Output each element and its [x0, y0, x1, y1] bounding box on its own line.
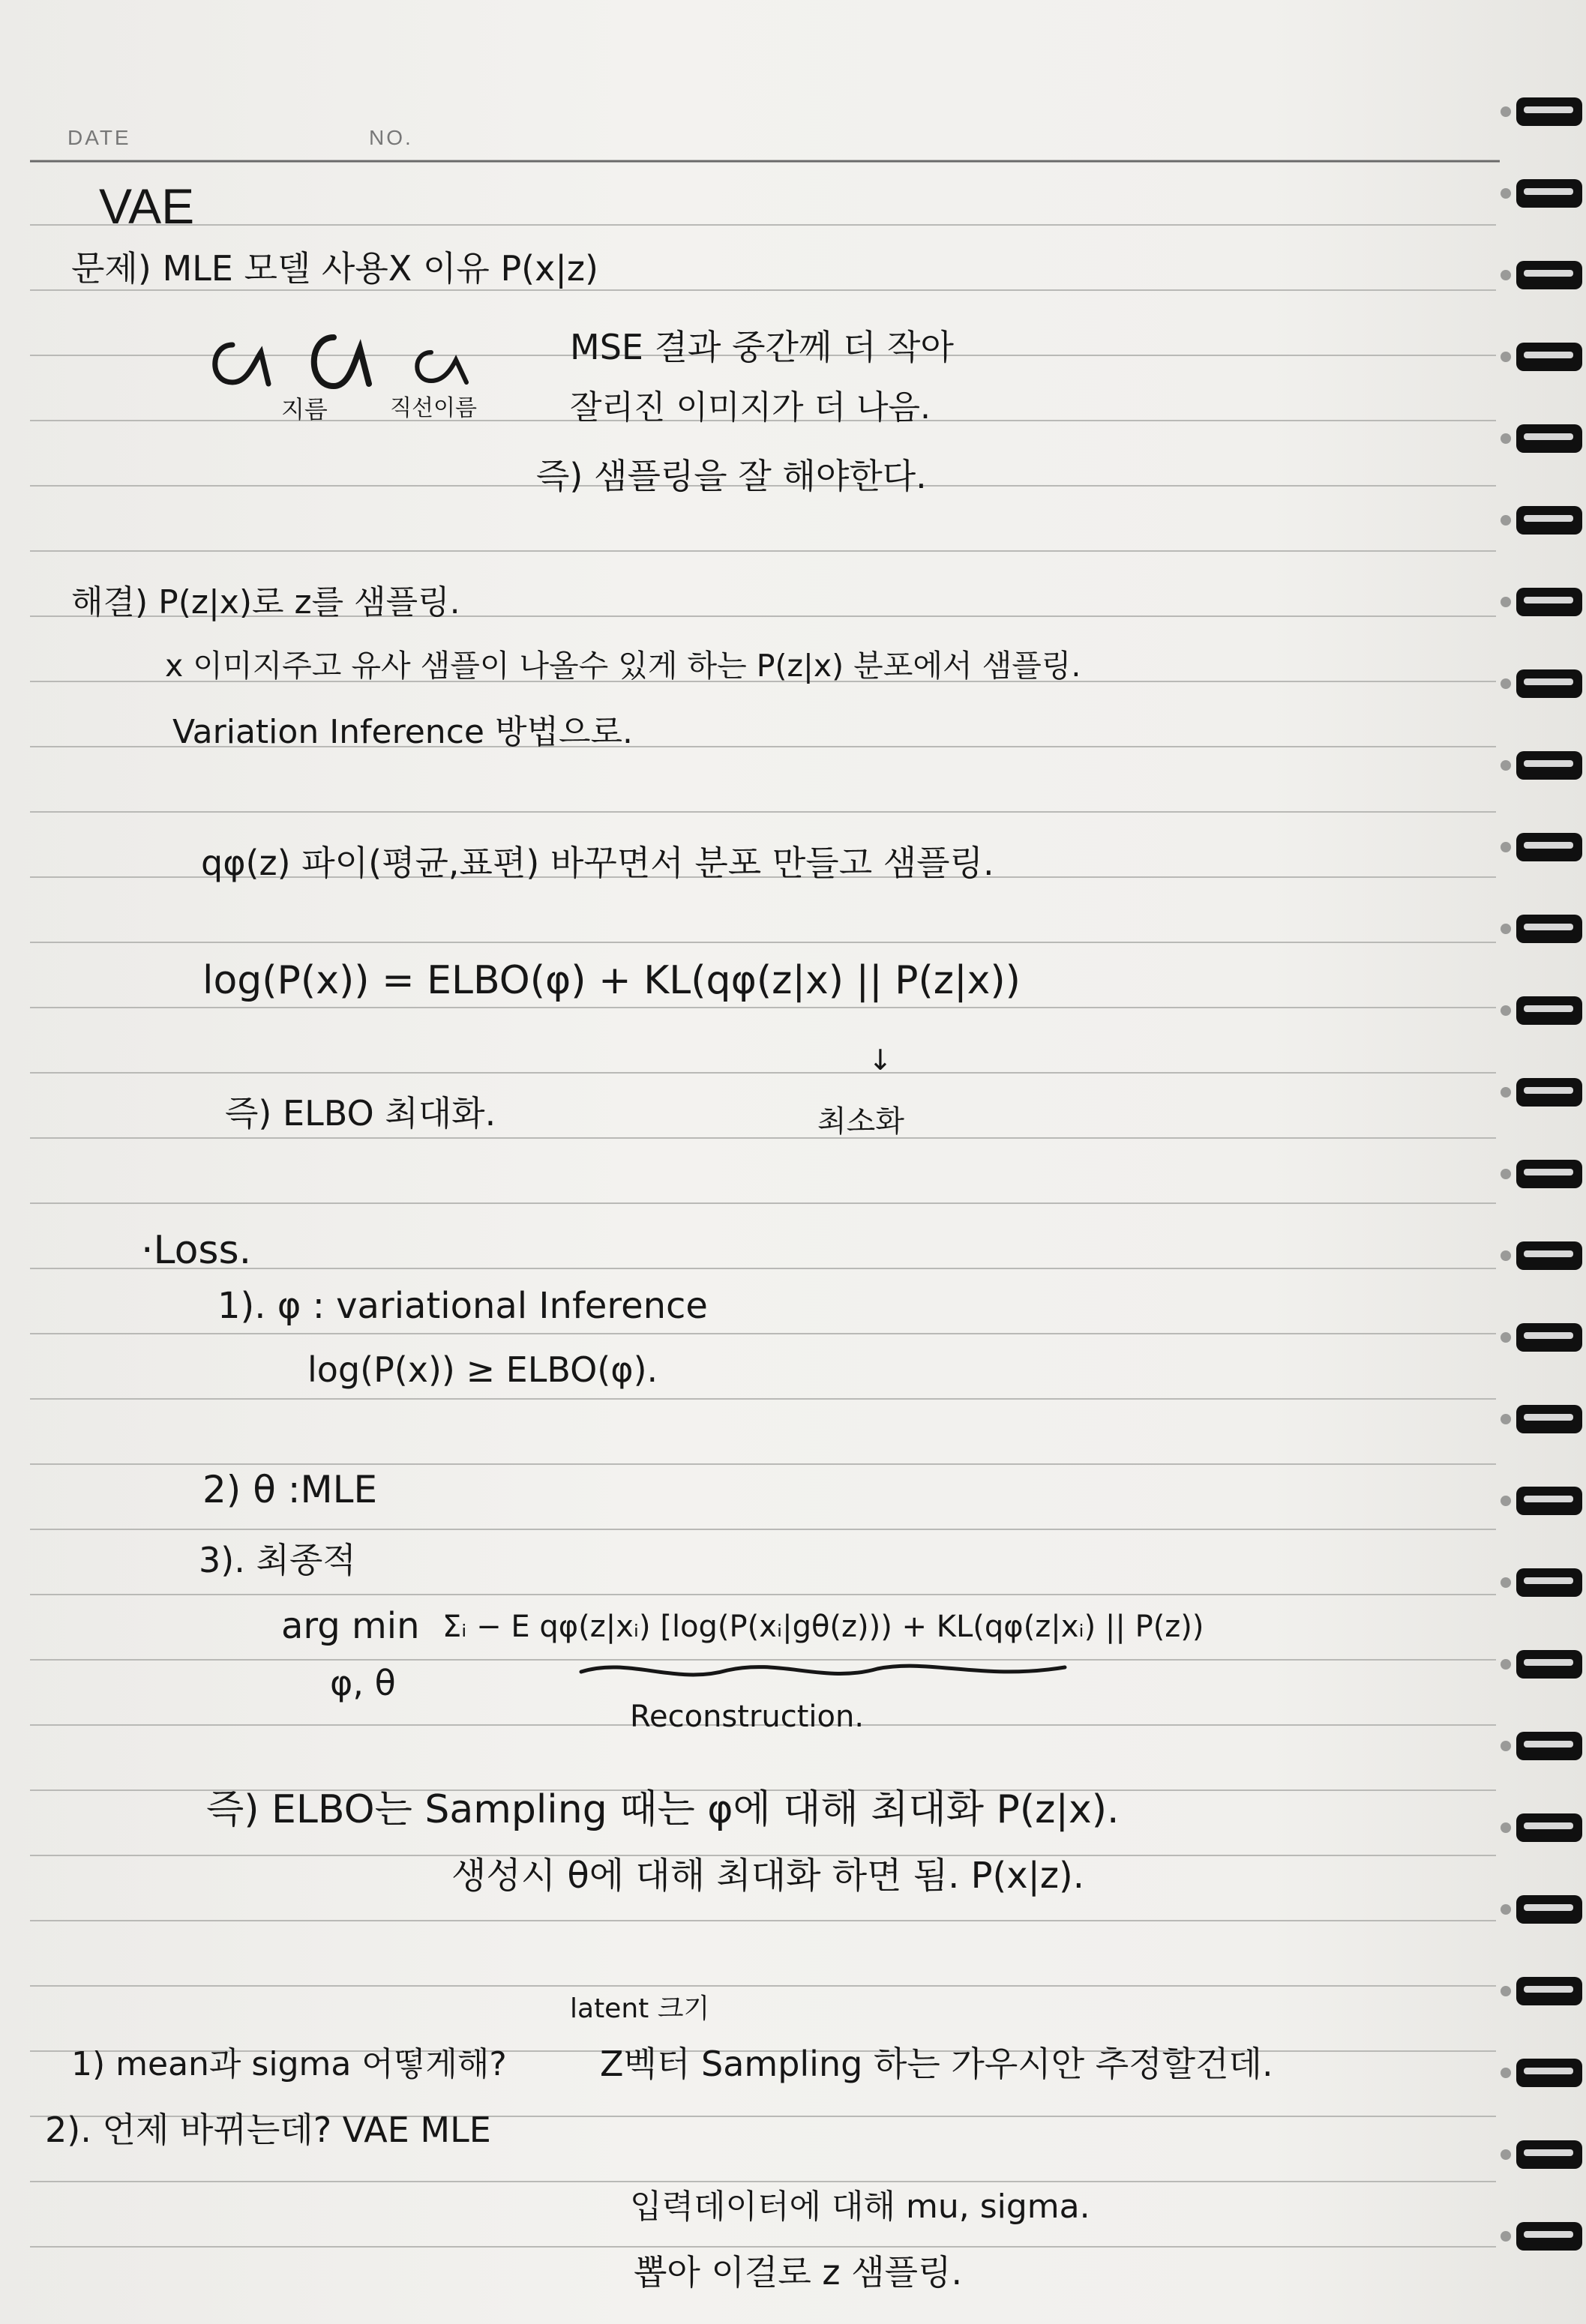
minimize-note: 최소화 — [817, 1104, 904, 1139]
problem-note-blurry: 잘리진 이미지가 더 나음. — [570, 388, 931, 427]
loss-item-1: 1). φ : variational Inference — [217, 1285, 708, 1327]
down-arrow: ↓ — [868, 1044, 892, 1077]
loss-heading: ·Loss. — [141, 1228, 252, 1273]
elbo-maximize-note: 즉) ELBO 최대화. — [225, 1093, 496, 1134]
solution-line-4: qφ(z) 파이(평균,표편) 바꾸면서 분포 만들고 샘플링. — [201, 843, 994, 883]
number-label: NO. — [369, 126, 413, 149]
solution-heading: 해결) P(z|x)로 z를 샘플링. — [71, 583, 460, 621]
problem-note-mse: MSE 결과 중간께 더 작아 — [570, 327, 954, 367]
summary-line-1: 즉) ELBO는 Sampling 때는 φ에 대해 최대화 P(z|x). — [206, 1787, 1120, 1832]
final-loss-formula: Σᵢ − E qφ(z|xᵢ) [log(P(xᵢ|gθ(z))) + KL(qφ(z|xᵢ) || P(z)) — [442, 1610, 1204, 1644]
answer-1: Z벡터 Sampling 하는 가우시안 추정할건데. — [600, 2044, 1273, 2084]
alpha-sketches — [202, 322, 517, 397]
problem-heading: 문제) MLE 모델 사용X 이유 P(x|z) — [71, 248, 598, 289]
spiral-ring — [1501, 1732, 1582, 1760]
page-title: VAE — [99, 178, 195, 234]
sketch-caption-a: 지름 — [281, 395, 328, 424]
sketch-caption-b: 직선이름 — [390, 395, 477, 421]
spiral-ring — [1501, 1813, 1582, 1842]
reconstruction-underline — [577, 1649, 1072, 1694]
spiral-ring — [1501, 424, 1582, 453]
spiral-ring — [1501, 2222, 1582, 2251]
spiral-ring — [1501, 1487, 1582, 1515]
loss-item-1-equation: log(P(x)) ≥ ELBO(φ). — [307, 1349, 658, 1390]
spiral-ring — [1501, 97, 1582, 126]
argmin-label: arg min — [281, 1605, 420, 1647]
spiral-ring — [1501, 1568, 1582, 1597]
spiral-ring — [1501, 1650, 1582, 1679]
spiral-ring — [1501, 1895, 1582, 1924]
answer-2-line-1: 입력데이터에 대해 mu, sigma. — [630, 2188, 1090, 2226]
spiral-ring — [1501, 669, 1582, 698]
spiral-ring — [1501, 996, 1582, 1025]
spiral-ring — [1501, 751, 1582, 780]
spiral-ring — [1501, 506, 1582, 535]
date-label: DATE — [67, 126, 131, 149]
reconstruction-label: Reconstruction. — [630, 1700, 865, 1734]
loss-item-2: 2) θ :MLE — [202, 1468, 378, 1511]
question-1: 1) mean과 sigma 어떻게해? — [71, 2045, 507, 2083]
spiral-ring — [1501, 2059, 1582, 2087]
spiral-ring — [1501, 1078, 1582, 1107]
question-2: 2). 언제 바뀌는데? VAE MLE — [45, 2110, 491, 2150]
spiral-ring — [1501, 2140, 1582, 2169]
summary-line-2: 생성시 θ에 대해 최대화 하면 됨. P(x|z). — [451, 1855, 1085, 1897]
loss-item-3: 3). 최종적 — [199, 1540, 356, 1580]
latent-size-note: latent 크기 — [570, 1993, 710, 2024]
spiral-ring — [1501, 343, 1582, 371]
spiral-ring — [1501, 1160, 1582, 1188]
argmin-parameters: φ, θ — [330, 1663, 396, 1703]
spiral-ring — [1501, 833, 1582, 861]
spiral-ring — [1501, 588, 1582, 616]
solution-line-2: x 이미지주고 유사 샘플이 나올수 있게 하는 P(z|x) 분포에서 샘플링. — [165, 648, 1081, 684]
solution-line-3: Variation Inference 방법으로. — [172, 713, 633, 751]
answer-2-line-2: 뽑아 이걸로 z 샘플링. — [634, 2252, 963, 2293]
spiral-ring — [1501, 1977, 1582, 2005]
spiral-ring — [1501, 261, 1582, 289]
elbo-equation: log(P(x)) = ELBO(φ) + KL(qφ(z|x) || P(z|x)) — [202, 958, 1021, 1003]
spiral-ring — [1501, 1323, 1582, 1352]
spiral-ring — [1501, 915, 1582, 943]
problem-conclusion: 즉) 샘플링을 잘 해야한다. — [536, 456, 927, 496]
spiral-ring — [1501, 1241, 1582, 1270]
spiral-ring — [1501, 179, 1582, 208]
spiral-ring — [1501, 1405, 1582, 1433]
